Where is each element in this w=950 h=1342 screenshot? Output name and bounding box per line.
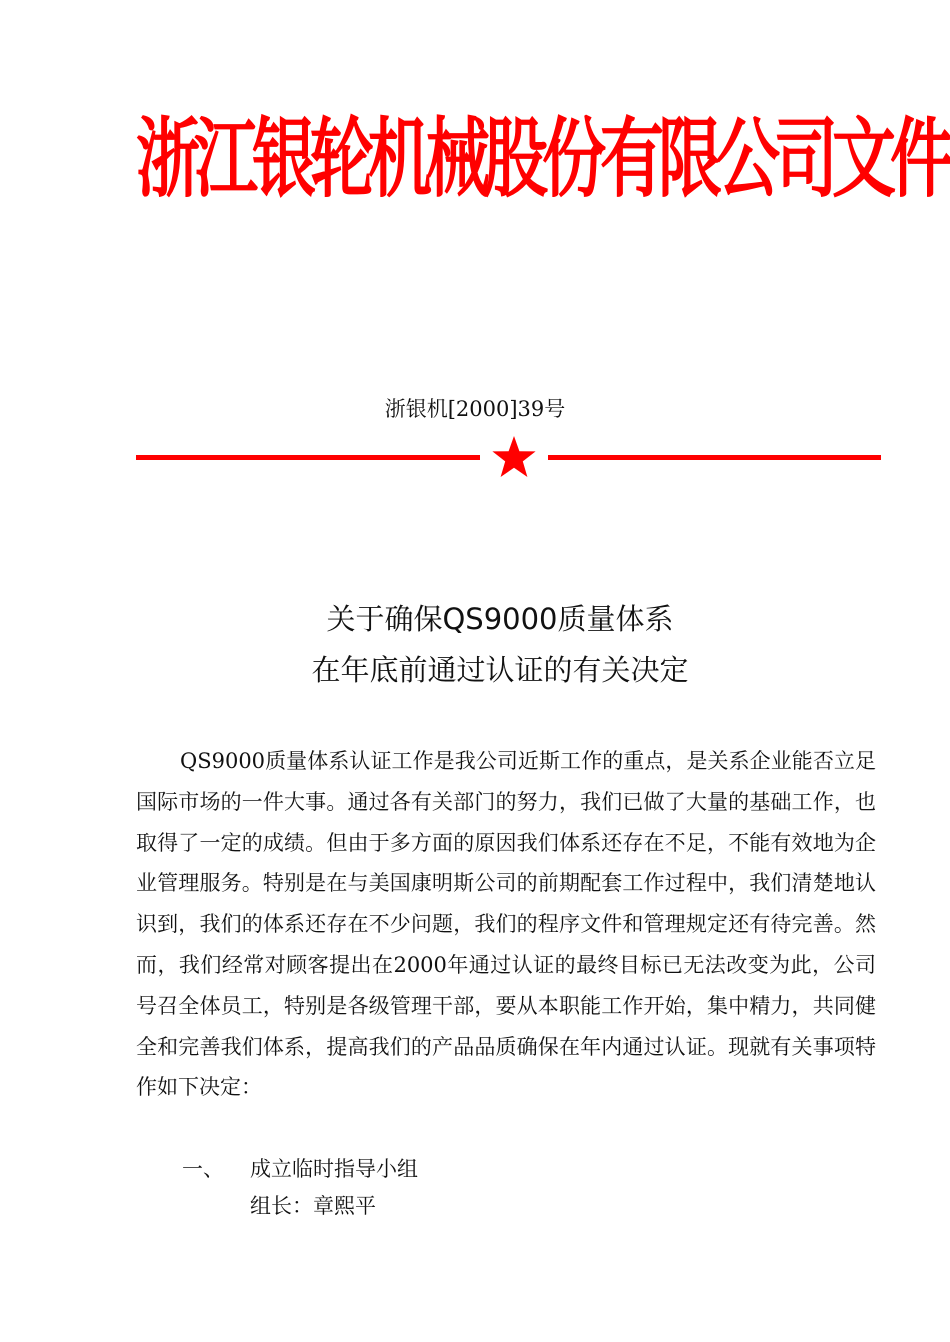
red-divider-right [548, 455, 881, 460]
body-paragraph: QS9000质量体系认证工作是我公司近斯工作的重点，是关系企业能否立足国际市场的一件大事。通过各有关部门的努力，我们已做了大量的基础工作，也取得了一定的成绩。但由于多方面的原因我们体系还存在不足，不能有效地为企业管理服务。特别是在与美国康明斯公司的前期配套工作过程中，我们清楚地认识到，我们的体系还存在不少问题，我们的程序文件和管理规定还有待完善。然而，我们经常对顾客提出在2000年通过认证的最终目标已无法改变为此，公司号召全体员工，特别是各级管理干部，要从本职能工作开始，集中精力，共同健全和完善我们体系，提高我们的产品品质确保在年内通过认证。现就有关事项特作如下决定： [136, 749, 876, 1100]
red-star-icon [490, 434, 538, 482]
section-number: 一、 [182, 1157, 224, 1181]
document-masthead: 浙江银轮机械股份有限公司文件 [136, 110, 948, 210]
document-title-line-2: 在年底前通过认证的有关决定 [311, 653, 689, 687]
section-title: 成立临时指导小组 [250, 1157, 418, 1181]
group-leader: 组长：章熙平 [250, 1194, 376, 1218]
red-divider-left [136, 455, 480, 460]
document-title-line-1: 关于确保QS9000质量体系 [326, 602, 674, 636]
document-number: 浙银机[2000]39号 [384, 397, 566, 421]
